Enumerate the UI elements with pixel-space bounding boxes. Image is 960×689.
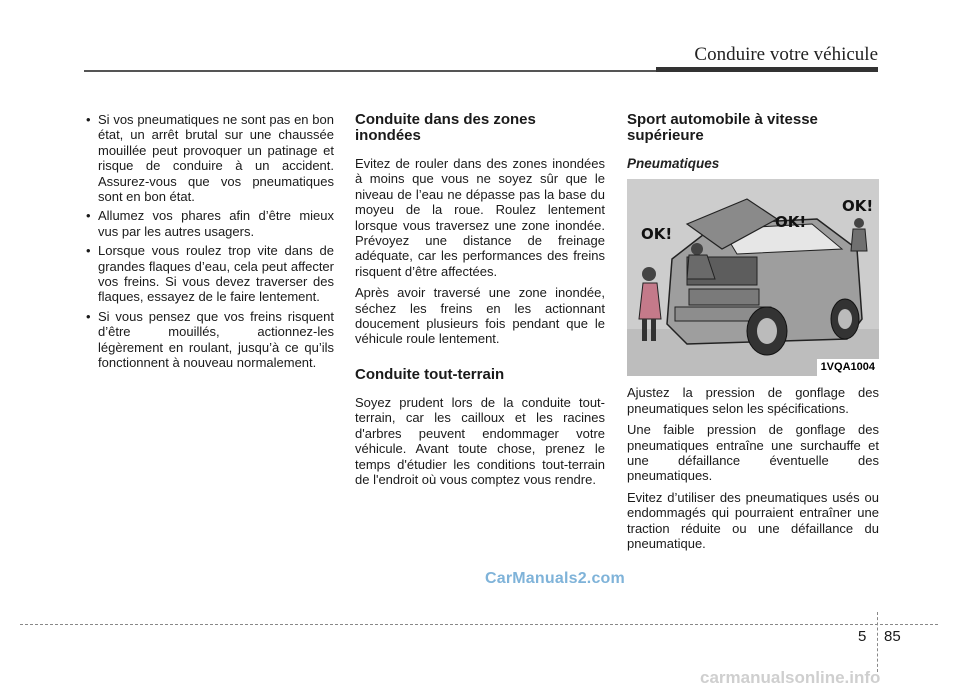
ok-label: OK! xyxy=(775,213,807,232)
page-number: 85 xyxy=(884,628,901,645)
paragraph: Evitez d’utiliser des pneumatiques usés ou endommagés qui pourraient entraîner une traction réduite ou une défaillance du pneumatique. xyxy=(627,489,879,552)
section-heading-flooded: Conduite dans des zones inondées xyxy=(355,111,536,144)
list-item: • Si vos pneumatiques ne sont pas en bon état, un arrêt brutal sur une chaussée mouillée peut provoquer un patinage et risque de conduire à un accident. Assurez-vous que vos pneumatiques sont en bon état. xyxy=(82,112,334,204)
list-item: • Allumez vos phares afin d’être mieux vus par les autres usagers. xyxy=(82,208,334,239)
paragraph: Après avoir traversé une zone inondée, séchez les freins en les actionnant doucement plusieurs fois pendant que le véhicule roule lentement. xyxy=(355,285,605,347)
list-item: • Si vous pensez que vos freins risquent d’être mouillés, actionnez-les légèrement en roulant, jusqu’à ce qu’ils fonctionnent à nouveau normalement. xyxy=(82,309,334,371)
column-left xyxy=(82,112,334,375)
subheading-tyres: Pneumatiques xyxy=(627,156,720,171)
ok-label: OK! xyxy=(842,197,874,216)
list-item: • Lorsque vous roulez trop vite dans de grandes flaques d’eau, cela peut affecter vos freins. Si vous devez traverser des flaques, essayez de le faire lentement. xyxy=(82,243,334,305)
chapter-number: 5 xyxy=(858,628,867,645)
section-heading-offroad: Conduite tout-terrain xyxy=(355,365,505,383)
illustration-car-inspection xyxy=(627,179,879,376)
footer-divider xyxy=(20,624,938,625)
paragraph: Une faible pression de gonflage des pneumatiques entraîne une surchauffe et une défaillance éventuelle des pneumatiques. xyxy=(627,422,879,484)
column-middle xyxy=(355,112,605,493)
section-heading-motorsport: Sport automobile à vitesse supérieure xyxy=(627,111,818,144)
page-header-title: Conduire votre véhicule xyxy=(694,44,878,65)
figure-code: 1VQA1004 xyxy=(817,359,879,376)
paragraph: Soyez prudent lors de la conduite tout-terrain, car les cailloux et les racines d'arbres peuvent endommager votre véhicule. Avant toute chose, prenez le temps d'étudier les conditions tout-terrain de l'endroit où vous comptez vous rendre. xyxy=(355,394,605,487)
header-rule xyxy=(84,70,656,72)
ok-label: OK! xyxy=(641,225,673,244)
paragraph: Ajustez la pression de gonflage des pneumatiques selon les spécifications. xyxy=(627,385,879,416)
bullet-list xyxy=(82,112,334,371)
footer-vertical-divider xyxy=(877,612,878,672)
column-right xyxy=(627,112,879,557)
paragraph: Evitez de rouler dans des zones inondées à moins que vous ne soyez sûr que le niveau de l’eau ne dépasse pas la base du moyeu de la roue. Roulez lentement lorsque vous traversez une zone inondée. Prévoyez une distance de freinage adéquate, car les performances des freins risquent d’être affectées. xyxy=(355,156,605,279)
footer-watermark: carmanualsonline.info xyxy=(700,668,881,687)
header-rule-accent xyxy=(656,67,878,72)
watermark-link[interactable]: CarManuals2.com xyxy=(485,570,625,587)
